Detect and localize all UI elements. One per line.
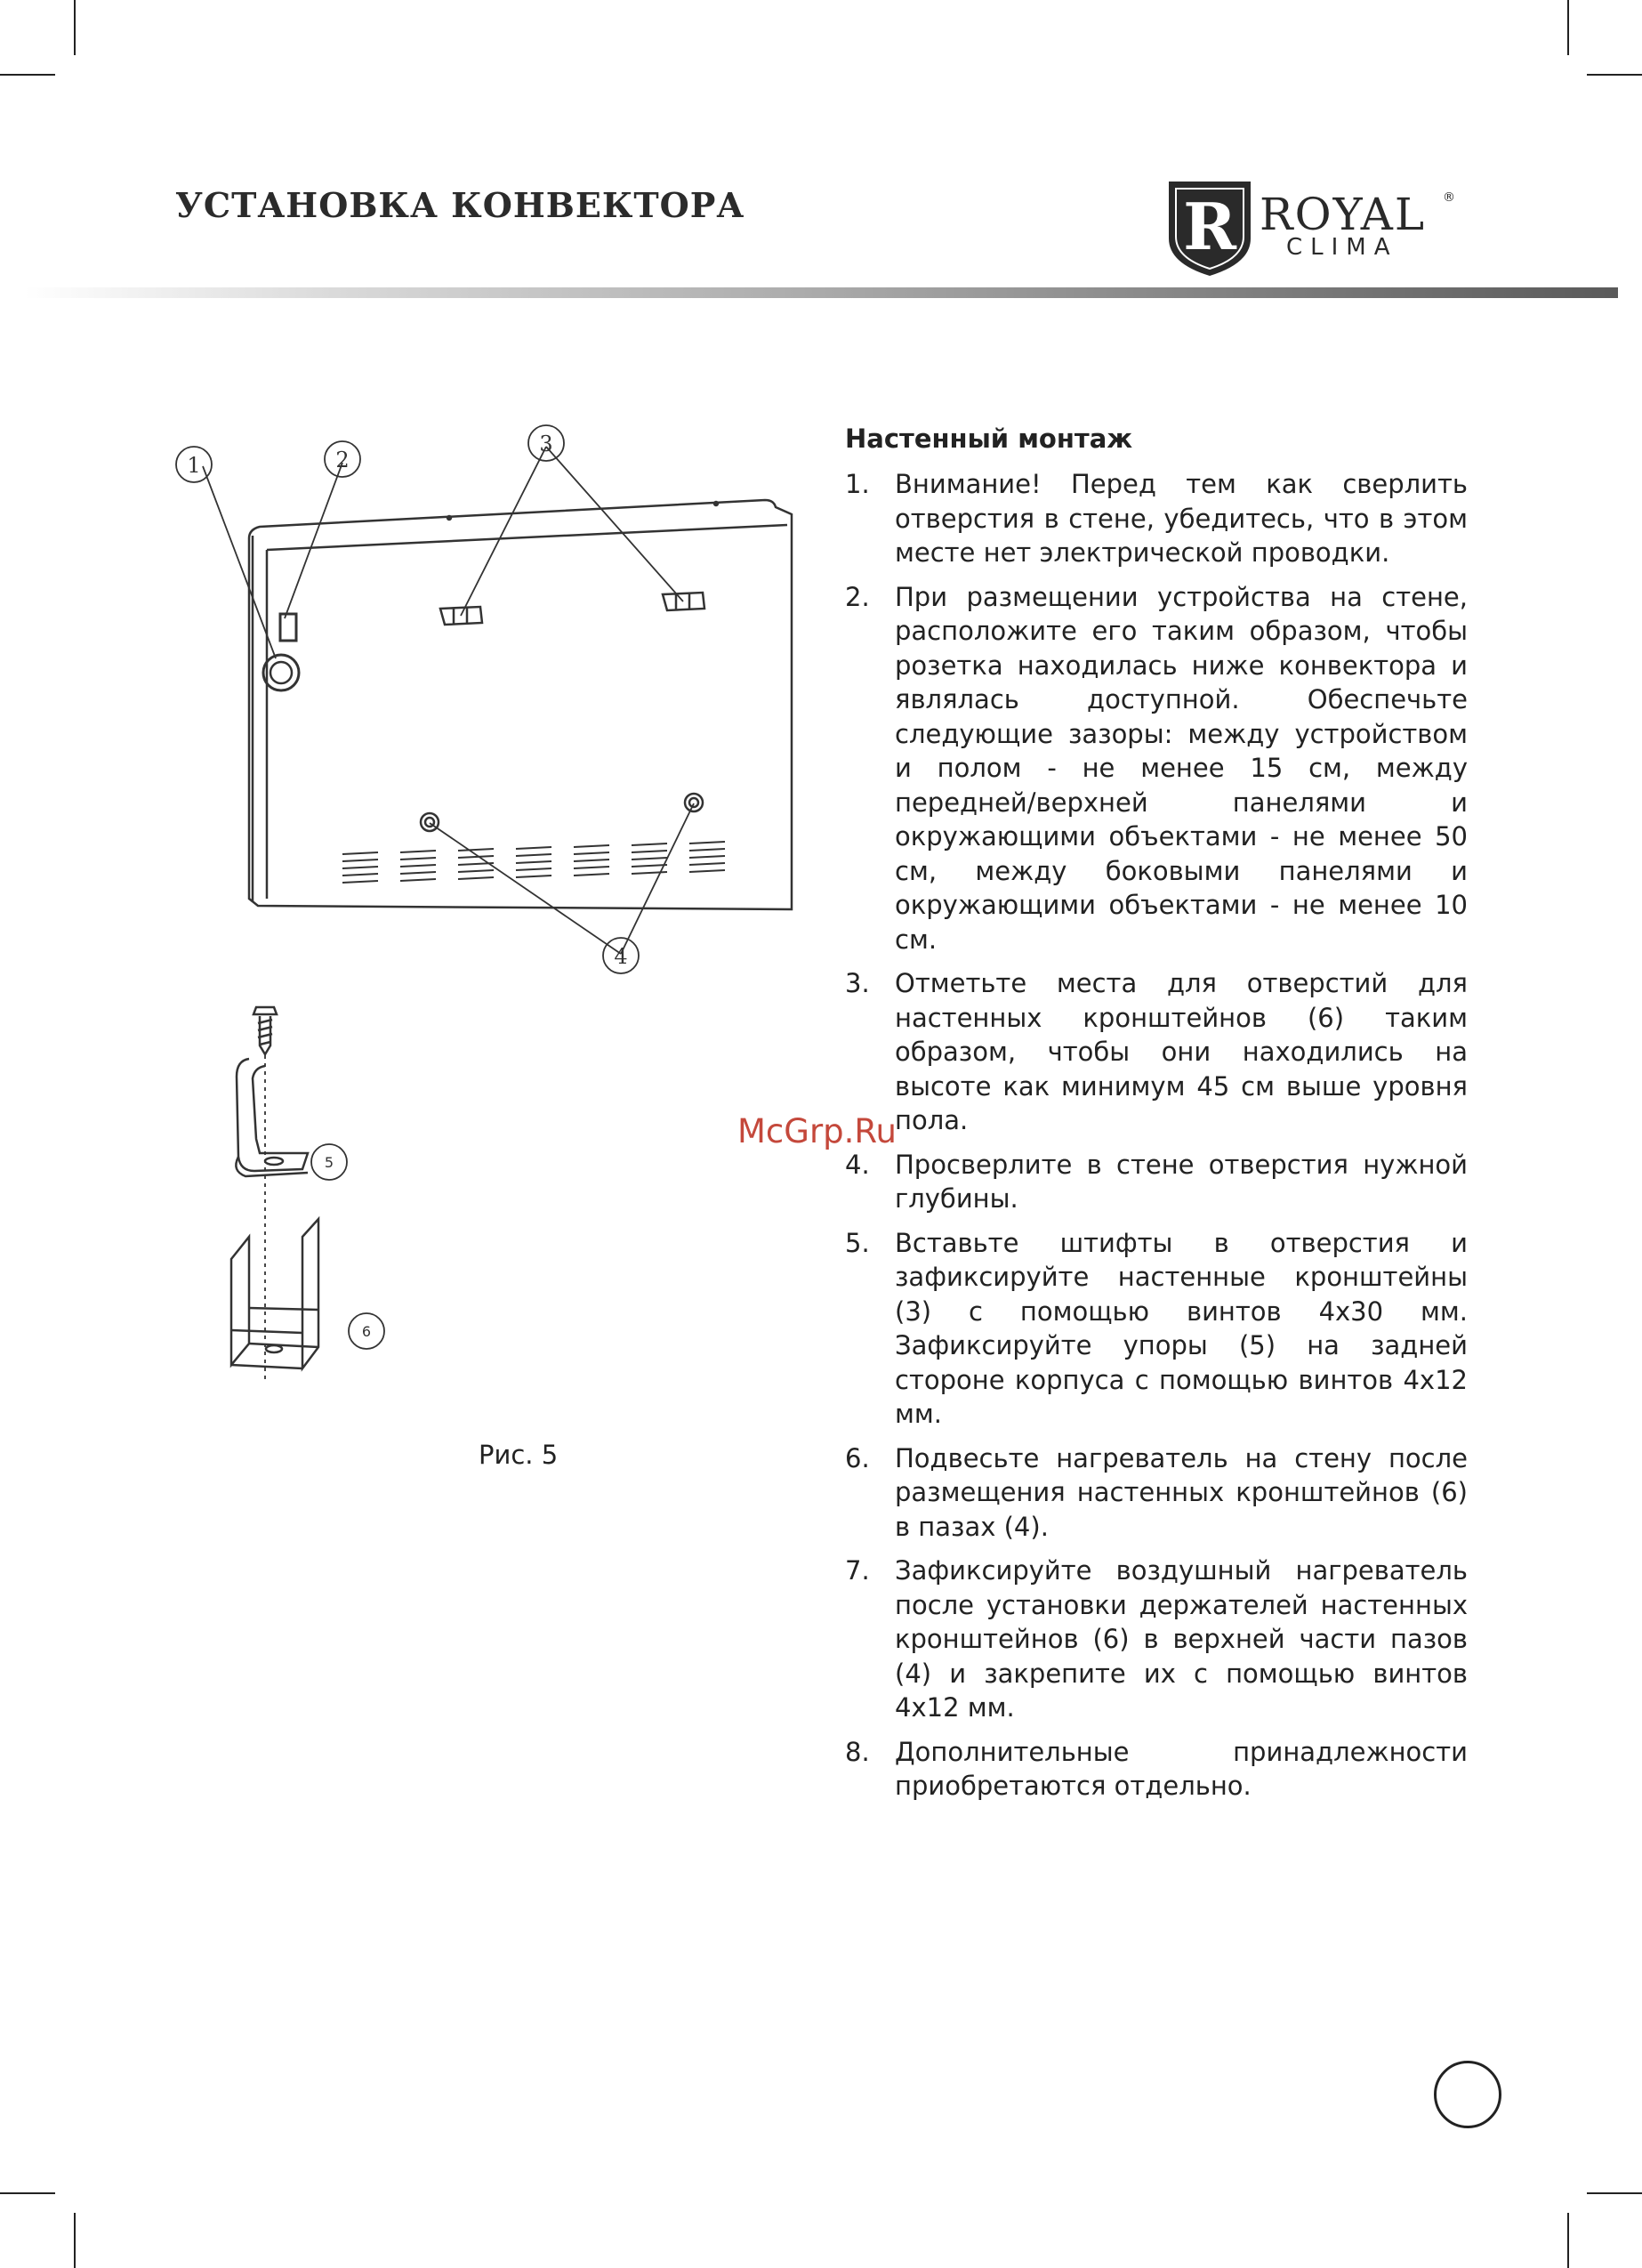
switch-icon xyxy=(280,614,296,641)
callout-6: 6 xyxy=(361,1323,372,1340)
list-item: 6. Подвесьте нагреватель на стену после размещения настенных кронштейнов (6) в пазах (4). xyxy=(845,1442,1468,1542)
list-item: 3. Отметьте места для отверстий для настенных кронштейнов (6) таким образом, чтобы они находились на высоте как минимум 45 см выше уровня пола. xyxy=(845,968,1468,1135)
bracket-holder xyxy=(663,593,704,610)
crop-mark xyxy=(74,2213,76,2268)
page-number-circle xyxy=(1434,2061,1501,2128)
list-item: 8. Дополнительные принадлежности приобретаются отдельно. xyxy=(845,1736,1468,1801)
crop-mark xyxy=(1587,74,1642,76)
header-divider xyxy=(24,287,1618,298)
knob-icon xyxy=(263,655,299,690)
slot-pin xyxy=(685,794,703,811)
crop-mark xyxy=(1587,2192,1642,2194)
list-item: 7. Зафиксируйте воздушный нагреватель после установки держателей настенных кронштейнов (6) в верхней части пазов (4) и закрепите их с помощью винтов 4х12 мм. xyxy=(845,1555,1468,1723)
crop-mark xyxy=(1567,2213,1569,2268)
crop-mark xyxy=(0,74,55,76)
vent-grille xyxy=(342,842,725,883)
callout-4: 4 xyxy=(614,944,628,969)
callout-5: 5 xyxy=(324,1154,334,1171)
list-item: 2. При размещении устройства на стене, расположите его таким образом, чтобы розетка находилась ниже конвектора и являлась доступной. Обеспечьте следующие зазоры: между устройством и полом - не менее 15 см, между передней/верхней панелями и окружающими объектами - не менее 50 см, между боковыми панелями и окружающими объектами - не менее 10 см. xyxy=(845,581,1468,955)
wall-bracket xyxy=(231,1219,318,1368)
screw-icon xyxy=(254,1007,277,1054)
list-item: 4. Просверлите в стене отверстия нужной глубины. xyxy=(845,1149,1468,1214)
crop-mark xyxy=(1567,0,1569,55)
list-item: 5. Вставьте штифты в отверстия и зафиксируйте настенные кронштейны (3) с помощью винтов 4х30 мм. Зафиксируйте упоры (5) на задней стороне корпуса с помощью винтов 4х12 мм. xyxy=(845,1227,1468,1429)
svg-text:R: R xyxy=(1183,189,1236,264)
callout-2: 2 xyxy=(335,448,350,472)
installation-diagram xyxy=(160,418,836,1415)
crop-mark xyxy=(0,2192,55,2194)
callout-3: 3 xyxy=(539,432,553,456)
stop-bracket xyxy=(236,1059,308,1176)
page-title: УСТАНОВКА КОНВЕКТОРА xyxy=(175,185,745,225)
section-title: Настенный монтаж xyxy=(845,424,1133,454)
royal-clima-logo xyxy=(1163,174,1466,279)
svg-text:CLIMA: CLIMA xyxy=(1286,234,1398,261)
list-item: 1. Внимание! Перед тем как сверлить отверстия в стене, убедитесь, что в этом месте нет электрической проводки. xyxy=(845,469,1468,568)
slot-pin xyxy=(421,813,439,831)
svg-text:®: ® xyxy=(1443,190,1455,205)
svg-text:ROYAL: ROYAL xyxy=(1260,189,1427,240)
figure-caption: Рис. 5 xyxy=(479,1440,559,1470)
steps-list xyxy=(845,467,1468,1813)
crop-mark xyxy=(74,0,76,55)
watermark: McGrp.Ru xyxy=(737,1112,897,1150)
callout-1: 1 xyxy=(187,453,201,478)
